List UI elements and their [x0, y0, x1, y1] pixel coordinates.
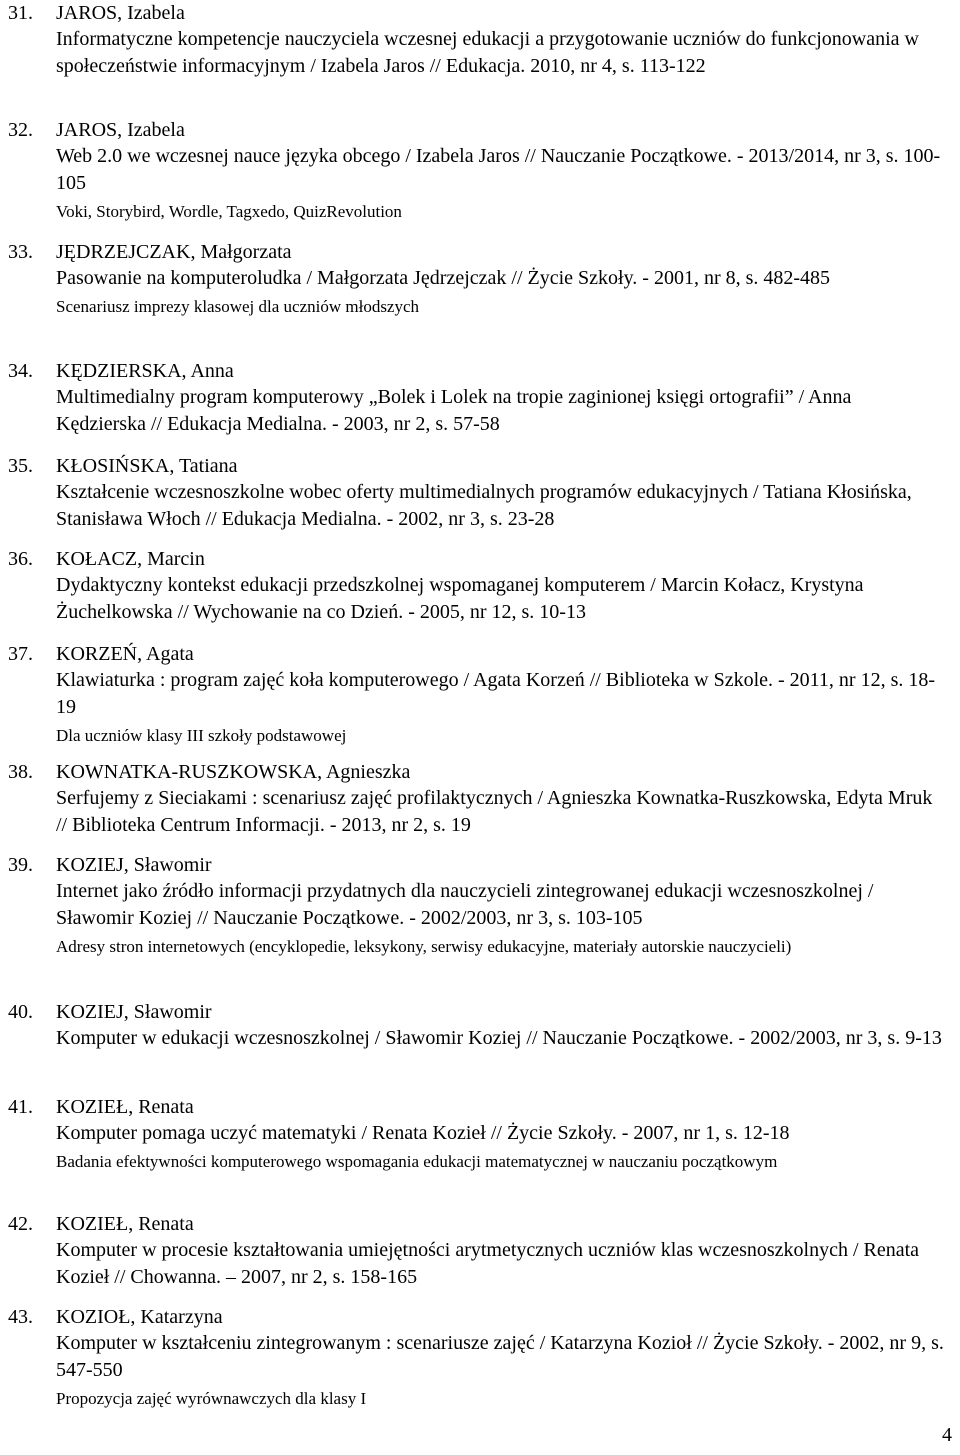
entry-author: KOZIEŁ, Renata [56, 1213, 194, 1235]
entry-number: 35. [8, 455, 33, 477]
entry-title: Kształcenie wczesnoszkolne wobec oferty multimedialnych programów edukacyjnych / Tatiana Kłosińska, Stanisława Włoch // Edukacja Medialna. - 2002, nr 3, s. 23-28 [56, 481, 912, 530]
entry-body [56, 453, 946, 533]
entry-title: Komputer w edukacji wczesnoszkolnej / Sławomir Koziej // Nauczanie Początkowe. - 2002/2003, nr 3, s. 9-13 [56, 1027, 942, 1049]
entry-title: Internet jako źródło informacji przydatnych dla nauczycieli zintegrowanej edukacji wczesnoszkolnej / Sławomir Koziej // Nauczanie Początkowe. - 2002/2003, nr 3, s. 103-105 [56, 880, 874, 929]
entry-note: Dla uczniów klasy III szkoły podstawowej [56, 726, 347, 745]
entry-body [56, 358, 946, 438]
entry-author: KOZIOŁ, Katarzyna [56, 1306, 223, 1328]
entry-note: Voki, Storybird, Wordle, Tagxedo, QuizRevolution [56, 202, 402, 221]
entry-number: 37. [8, 643, 33, 665]
page-number: 4 [942, 1424, 952, 1446]
entry-number: 33. [8, 241, 33, 263]
entry-body [56, 0, 946, 80]
entry-title: Informatyczne kompetencje nauczyciela wczesnej edukacji a przygotowanie uczniów do funkcjonowania w społeczeństwie informacyjnym / Izabela Jaros // Edukacja. 2010, nr 4, s. 113-122 [56, 28, 919, 77]
entry-body [56, 239, 946, 320]
entry-note: Adresy stron internetowych (encyklopedie, leksykony, serwisy edukacyjne, materiały autorskie nauczycieli) [56, 937, 792, 956]
entry-title: Klawiaturka : program zajęć koła komputerowego / Agata Korzeń // Biblioteka w Szkole. - 2011, nr 12, s. 18-19 [56, 669, 936, 718]
entry-note: Scenariusz imprezy klasowej dla uczniów młodszych [56, 297, 420, 316]
entry-author: KOWNATKA-RUSZKOWSKA, Agnieszka [56, 761, 411, 783]
entry-number: 38. [8, 761, 33, 783]
entry-author: KOŁACZ, Marcin [56, 548, 205, 570]
entry-title: Dydaktyczny kontekst edukacji przedszkolnej wspomaganej komputerem / Marcin Kołacz, Krystyna Żuchelkowska // Wychowanie na co Dzień. - 2005, nr 12, s. 10-13 [56, 574, 864, 623]
entry-title: Pasowanie na komputeroludka / Małgorzata Jędrzejczak // Życie Szkoły. - 2001, nr 8, s. 482-485 [56, 267, 831, 289]
entry-author: KOZIEJ, Sławomir [56, 1001, 212, 1023]
entry-body [56, 546, 946, 626]
entry-number: 41. [8, 1096, 33, 1118]
entry-body [56, 999, 946, 1052]
entry-title: Komputer w kształceniu zintegrowanym : scenariusze zajęć / Katarzyna Kozioł // Życie Szkoły. - 2002, nr 9, s. 547-550 [56, 1332, 944, 1381]
entry-author: KOZIEJ, Sławomir [56, 854, 212, 876]
entry-number: 32. [8, 119, 33, 141]
entry-number: 39. [8, 854, 33, 876]
entry-author: KŁOSIŃSKA, Tatiana [56, 455, 238, 477]
entry-author: KORZEŃ, Agata [56, 643, 194, 665]
entry-title: Web 2.0 we wczesnej nauce języka obcego / Izabela Jaros // Nauczanie Początkowe. - 2013/2014, nr 3, s. 100-105 [56, 145, 941, 194]
entry-note: Propozycja zajęć wyrównawczych dla klasy I [56, 1389, 367, 1408]
entry-body [56, 852, 946, 960]
entry-title: Komputer w procesie kształtowania umiejętności arytmetycznych uczniów klas wczesnoszkolnych / Renata Kozieł // Chowanna. – 2007, nr 2, s. 158-165 [56, 1239, 920, 1288]
entry-note: Badania efektywności komputerowego wspomagania edukacji matematycznej w nauczaniu początkowym [56, 1152, 778, 1171]
entry-number: 36. [8, 548, 33, 570]
entry-author: KĘDZIERSKA, Anna [56, 360, 234, 382]
entry-body [56, 1211, 946, 1291]
entry-title: Serfujemy z Sieciakami : scenariusz zajęć profilaktycznych / Agnieszka Kownatka-Ruszkowska, Edyta Mruk // Biblioteka Centrum Informacji. - 2013, nr 2, s. 19 [56, 787, 933, 836]
entry-author: KOZIEŁ, Renata [56, 1096, 194, 1118]
entry-body [56, 1094, 946, 1175]
entry-number: 43. [8, 1306, 33, 1328]
entry-number: 31. [8, 2, 33, 24]
entry-author: JAROS, Izabela [56, 119, 185, 141]
entry-number: 40. [8, 1001, 33, 1023]
entry-author: JAROS, Izabela [56, 2, 185, 24]
entry-number: 34. [8, 360, 33, 382]
entry-title: Komputer pomaga uczyć matematyki / Renata Kozieł // Życie Szkoły. - 2007, nr 1, s. 12-18 [56, 1122, 790, 1144]
entry-author: JĘDRZEJCZAK, Małgorzata [56, 241, 292, 263]
entry-body [56, 1304, 946, 1412]
entry-number: 42. [8, 1213, 33, 1235]
entry-body [56, 117, 946, 225]
entry-body [56, 759, 946, 839]
entry-body [56, 641, 946, 749]
entry-title: Multimedialny program komputerowy „Bolek i Lolek na tropie zaginionej księgi ortografii” / Anna Kędzierska // Edukacja Medialna. - 2003, nr 2, s. 57-58 [56, 386, 852, 435]
